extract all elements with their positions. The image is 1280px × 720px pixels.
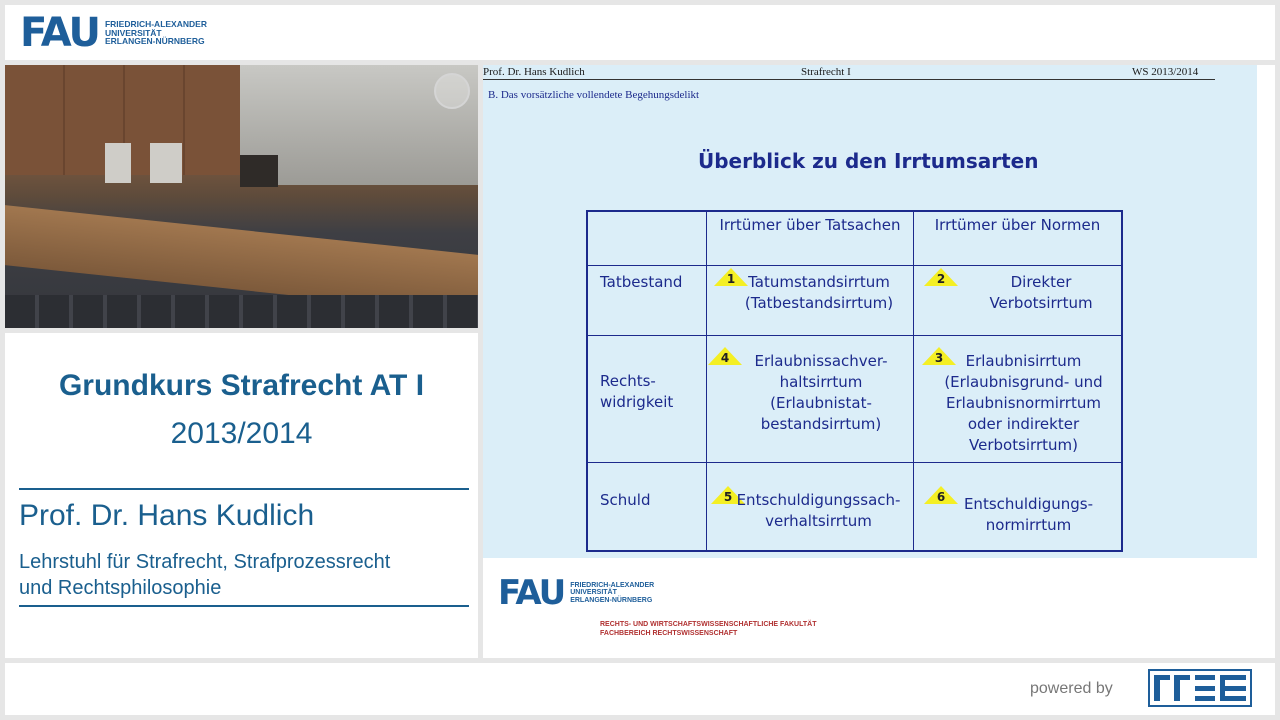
slide-header-lecturer: Prof. Dr. Hans Kudlich <box>483 66 585 78</box>
table-row-line <box>586 265 1123 266</box>
row-label-rechtswidrigkeit-1: Rechts- <box>600 372 656 390</box>
cell-direkter-verbotsirrtum-2: Verbotsirrtum <box>989 294 1093 312</box>
cell-erlaubnisirrtum-4: oder indirekter <box>967 415 1080 433</box>
lecture-video[interactable] <box>5 65 478 328</box>
row-label-tatbestand: Tatbestand <box>600 273 683 291</box>
rrze-logo-bar <box>1195 696 1215 701</box>
slide-header-semester: WS 2013/2014 <box>1132 66 1199 78</box>
fau-logo-caption <box>105 20 207 47</box>
col-header-norms: Irrtümer über Normen <box>934 216 1101 234</box>
cell-erlaubnissachverhalt-3: (Erlaubnistat- <box>770 394 872 412</box>
slide-fau-logo-line2: UNIVERSITÄT <box>570 589 617 597</box>
fau-logo-line3: ERLANGEN-NÜRNBERG <box>104 36 205 47</box>
divider-bottom <box>19 605 469 607</box>
course-title: Grundkurs Strafrecht AT I <box>58 369 425 402</box>
badge-number-6: 6 <box>936 490 946 504</box>
lecture-slide <box>483 65 1275 658</box>
course-year: 2013/2014 <box>170 417 313 450</box>
table-col-line <box>706 210 707 552</box>
chair-line2: und Rechtsphilosophie <box>19 577 222 599</box>
cell-entschuldigungssach-1: Entschuldigungssach- <box>736 491 901 509</box>
fau-logo-line1: FRIEDRICH-ALEXANDER <box>104 18 207 29</box>
fau-logo <box>20 12 207 54</box>
chair-line1: Lehrstuhl für Strafrecht, Strafprozessrecht <box>19 551 391 573</box>
table-border-right <box>1121 210 1123 552</box>
badge-number-1: 1 <box>726 272 736 286</box>
slide-fau-logo-letters: FAU <box>498 573 565 613</box>
rrze-logo-bar <box>1195 686 1215 691</box>
footer-bar <box>5 663 1275 715</box>
lecturer-name: Prof. Dr. Hans Kudlich <box>19 499 315 532</box>
slide-header-course: Strafrecht I <box>801 66 851 78</box>
table-border-top <box>586 210 1123 212</box>
faculty-line1: RECHTS- UND WIRTSCHAFTSWISSENSCHAFTLICHE FAKULTÄT <box>600 621 817 628</box>
cell-entschuldigungsnorm-1: Entschuldigungs- <box>963 495 1094 513</box>
header-bar <box>5 5 1275 60</box>
video-lectern <box>150 143 182 183</box>
cell-erlaubnisirrtum-5: Verbotsirrtum) <box>969 436 1078 454</box>
video-projector-box <box>240 155 278 187</box>
table-border-left <box>586 210 588 552</box>
slide-fau-logo-line3: ERLANGEN-NÜRNBERG <box>570 596 653 604</box>
cell-erlaubnissachverhalt-2: haltsirrtum <box>779 373 863 391</box>
cell-direkter-verbotsirrtum-1: Direkter <box>1010 273 1072 291</box>
row-label-schuld: Schuld <box>600 491 651 509</box>
rrze-logo <box>1148 669 1252 707</box>
video-podium <box>105 143 131 183</box>
rrze-logo-bar <box>1154 675 1170 680</box>
cell-tatumstandsirrtum-2: (Tatbestandsirrtum) <box>744 294 894 312</box>
slide-section-subtitle: B. Das vorsätzliche vollendete Begehungsdelikt <box>488 89 700 101</box>
powered-by-label: powered by <box>1030 680 1113 697</box>
slide-header-rule <box>483 79 1215 80</box>
badge-number-4: 4 <box>720 351 730 365</box>
cell-erlaubnissachverhalt-1: Erlaubnissachver- <box>754 352 888 370</box>
table-col-line <box>913 210 914 552</box>
slide-footer <box>483 561 1275 658</box>
cell-entschuldigungsnorm-2: normirrtum <box>985 516 1072 534</box>
rrze-logo-bar <box>1174 675 1190 680</box>
badge-number-2: 2 <box>936 272 946 286</box>
col-header-facts: Irrtümer über Tatsachen <box>719 216 901 234</box>
cell-tatumstandsirrtum-1: Tatumstandsirrtum <box>748 273 890 291</box>
table-border-bottom <box>586 550 1123 552</box>
course-info-panel <box>5 333 478 658</box>
rrze-logo-bar <box>1195 675 1215 680</box>
cell-erlaubnisirrtum-1: Erlaubnisirrtum <box>965 352 1082 370</box>
slide-title: Überblick zu den Irrtumsarten <box>698 149 1039 173</box>
table-row-line <box>586 462 1123 463</box>
slide-content <box>483 65 1257 558</box>
slide-fau-logo-caption <box>570 582 654 604</box>
fau-logo <box>498 575 654 611</box>
rrze-logo-bar <box>1220 675 1225 701</box>
table-row-line <box>586 335 1123 336</box>
badge-number-5: 5 <box>723 490 733 504</box>
divider-top <box>19 488 469 490</box>
slide-fau-logo-line1: FRIEDRICH-ALEXANDER <box>570 581 655 589</box>
cell-erlaubnisirrtum-2: (Erlaubnisgrund- und <box>944 373 1103 391</box>
university-seal-icon <box>434 73 470 109</box>
video-seat-rows <box>5 295 478 328</box>
error-types-table <box>586 210 1123 552</box>
cell-entschuldigungssach-2: verhaltsirrtum <box>765 512 872 530</box>
cell-erlaubnissachverhalt-4: bestandsirrtum) <box>760 415 882 433</box>
badge-number-3: 3 <box>934 351 944 365</box>
fau-logo-line2: UNIVERSITÄT <box>104 27 162 38</box>
faculty-line2: FACHBEREICH RECHTSWISSENSCHAFT <box>600 630 738 637</box>
fau-logo-letters: FAU <box>20 10 99 56</box>
row-label-rechtswidrigkeit-2: widrigkeit <box>600 393 674 411</box>
cell-erlaubnisirrtum-3: Erlaubnisnormirrtum <box>946 394 1101 412</box>
